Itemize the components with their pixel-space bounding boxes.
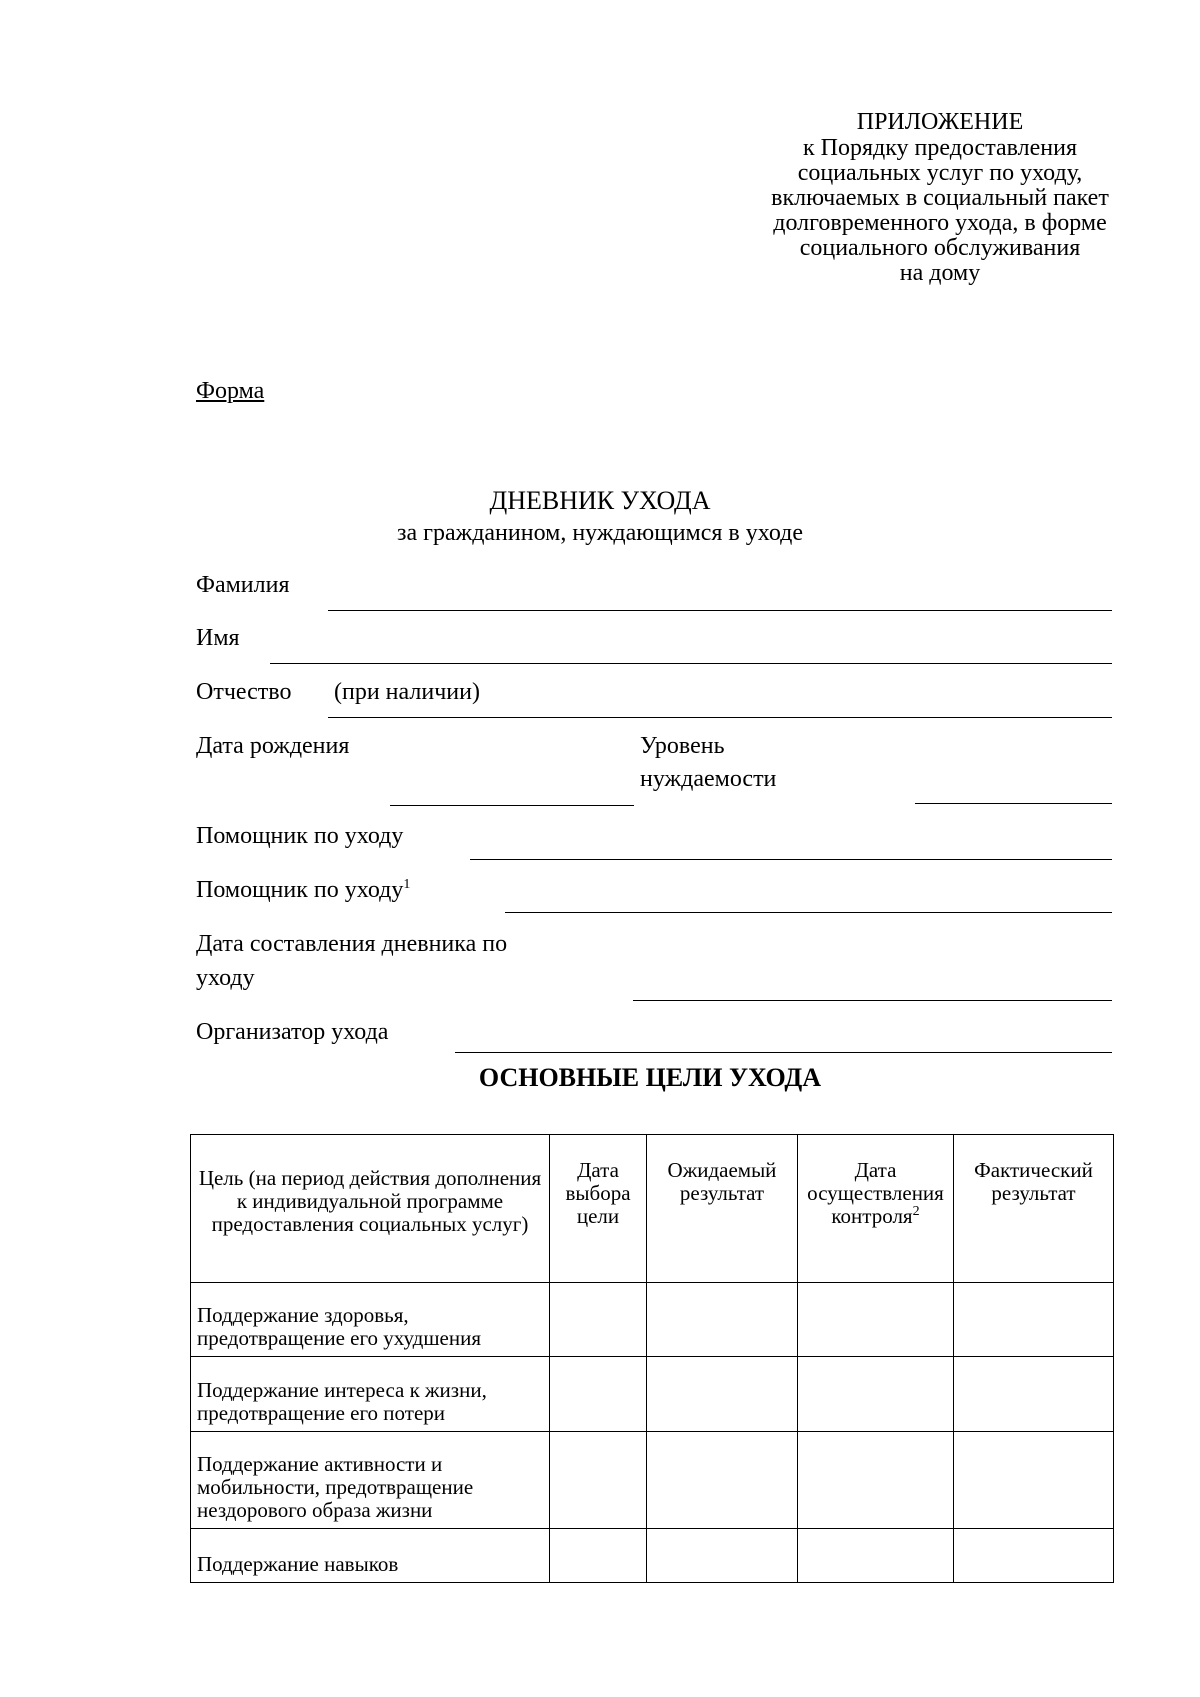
need-level-label: Уровень (640, 733, 725, 759)
document-subtitle: за гражданином, нуждающимся в уходе (396, 520, 804, 546)
appendix-block (730, 108, 1150, 286)
header-actual-result: Фактический результат (954, 1135, 1114, 1283)
control-date-cell[interactable] (798, 1357, 954, 1432)
name-field-line[interactable] (270, 663, 1112, 664)
care-assistant-label: Помощник по уходу (196, 823, 404, 849)
actual-result-cell[interactable] (954, 1529, 1114, 1583)
appendix-line: долговременного ухода, в форме (773, 210, 1107, 236)
goal-cell: Поддержание интереса к жизни, предотвращение его потери (191, 1357, 550, 1432)
appendix-line: включаемых в социальный пакет (771, 185, 1109, 211)
name-label: Имя (196, 625, 240, 651)
patronymic-note: (при наличии) (334, 679, 480, 705)
control-date-cell[interactable] (798, 1283, 954, 1357)
appendix-line: к Порядку предоставления (802, 135, 1077, 161)
footnote-marker: 1 (403, 877, 411, 892)
actual-result-cell[interactable] (954, 1357, 1114, 1432)
footnote-marker: 2 (912, 1204, 920, 1219)
expected-result-cell[interactable] (647, 1283, 798, 1357)
diary-date-field-line[interactable] (633, 1000, 1112, 1001)
choice-date-cell[interactable] (550, 1283, 647, 1357)
appendix-line: социального обслуживания (799, 235, 1081, 261)
diary-date-label: уходу (196, 965, 255, 991)
care-assistant-2-text: Помощник по уходу (196, 877, 404, 903)
table-row (191, 1432, 1114, 1529)
table-row (191, 1283, 1114, 1357)
choice-date-cell[interactable] (550, 1529, 647, 1583)
diary-date-label: Дата составления дневника по (196, 931, 508, 957)
table-header-row (191, 1135, 1114, 1283)
actual-result-cell[interactable] (954, 1432, 1114, 1529)
header-expected-result: Ожидаемый результат (647, 1135, 798, 1283)
choice-date-cell[interactable] (550, 1432, 647, 1529)
care-assistant-2-field-line[interactable] (505, 912, 1112, 913)
birth-date-field-line[interactable] (390, 805, 634, 806)
expected-result-cell[interactable] (647, 1432, 798, 1529)
patronymic-label: Отчество (196, 679, 292, 705)
header-control-date (798, 1135, 954, 1283)
appendix-line: социальных услуг по уходу, (797, 160, 1083, 186)
document-title: ДНЕВНИК УХОДА (489, 486, 711, 515)
section-title: ОСНОВНЫЕ ЦЕЛИ УХОДА (478, 1063, 822, 1092)
table-row (191, 1357, 1114, 1432)
goal-cell: Поддержание навыков (191, 1529, 550, 1583)
need-level-label: нуждаемости (640, 766, 777, 792)
care-assistant-field-line[interactable] (470, 859, 1112, 860)
control-date-cell[interactable] (798, 1529, 954, 1583)
appendix-line: на дому (899, 260, 981, 286)
surname-label: Фамилия (196, 572, 290, 598)
care-goals-table (190, 1134, 1114, 1583)
appendix-title: ПРИЛОЖЕНИЕ (856, 109, 1024, 135)
header-control-date-text: Дата осуществления контроля (807, 1158, 944, 1228)
header-goal: Цель (на период действия дополнения к индивидуальной программе предоставления социальных услуг) (191, 1135, 550, 1283)
goal-cell: Поддержание активности и мобильности, предотвращение нездорового образа жизни (191, 1432, 550, 1529)
care-organizer-field-line[interactable] (455, 1052, 1112, 1053)
expected-result-cell[interactable] (647, 1357, 798, 1432)
patronymic-field-line[interactable] (328, 717, 1112, 718)
birth-date-label: Дата рождения (196, 733, 350, 759)
goal-cell: Поддержание здоровья, предотвращение его ухудшения (191, 1283, 550, 1357)
choice-date-cell[interactable] (550, 1357, 647, 1432)
header-choice-date: Дата выбора цели (550, 1135, 647, 1283)
care-organizer-label: Организатор ухода (196, 1019, 389, 1045)
control-date-cell[interactable] (798, 1432, 954, 1529)
table-row (191, 1529, 1114, 1583)
expected-result-cell[interactable] (647, 1529, 798, 1583)
care-assistant-2-label (196, 874, 410, 906)
form-label: Форма (196, 378, 265, 404)
need-level-field-line[interactable] (915, 803, 1112, 804)
surname-field-line[interactable] (328, 610, 1112, 611)
actual-result-cell[interactable] (954, 1283, 1114, 1357)
